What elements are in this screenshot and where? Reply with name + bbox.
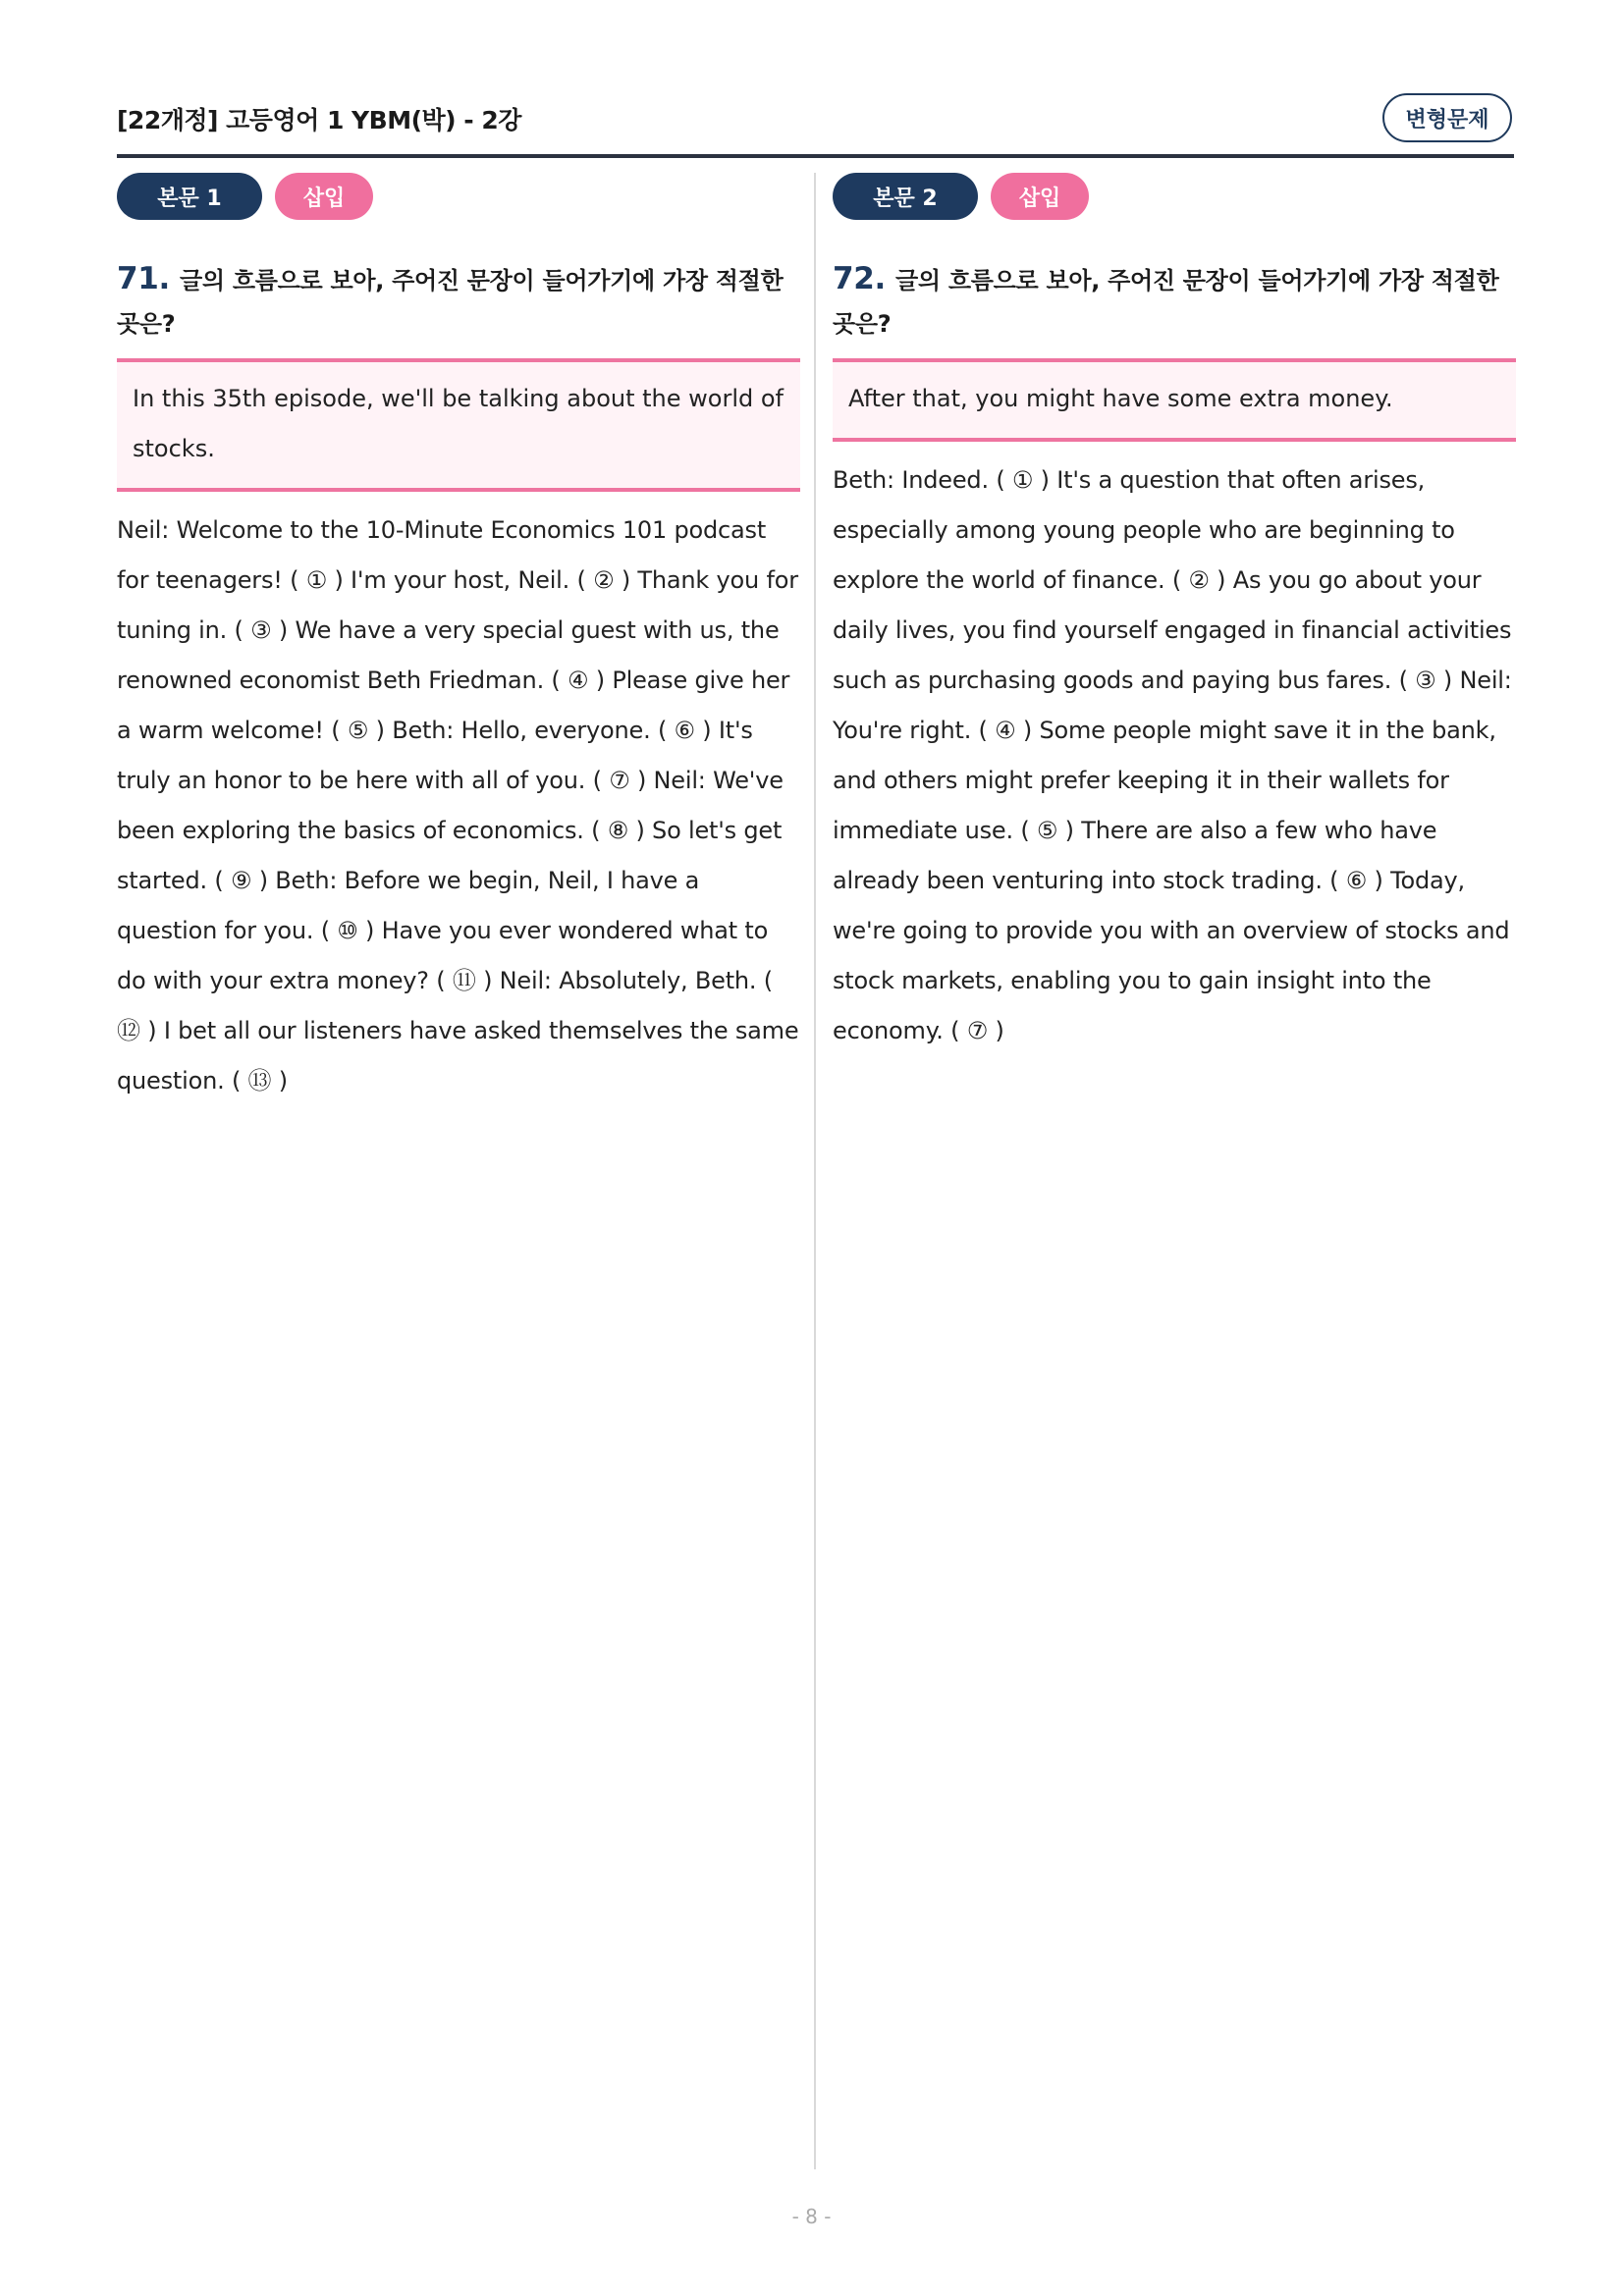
question-column-left [117,173,800,1106]
label-row [833,173,1516,222]
question-prompt [117,257,800,346]
given-sentence-box: In this 35th episode, we'll be talking about the world of stocks. [117,358,800,492]
passage-text: Neil: Welcome to the 10-Minute Economics 101 podcast for teenagers! ( ① ) I'm your host, Neil. ( ② ) Thank you for tuning in. ( ③ ) We have a very special guest with us, the renowned economist Beth Friedman. ( ④ ) Please give her a warm welcome! ( ⑤ ) Beth: Hello, everyone. ( ⑥ ) It's truly an honor to be here with all of you. ( ⑦ ) Neil: We've been exploring the basics of economics. ( ⑧ ) So let's get started. ( ⑨ ) Beth: Before we begin, Neil, I have a question for you. ( ⑩ ) Have you ever wondered what to do with your extra money? ( ⑪ ) Neil: Absolutely, Beth. ( ⑫ ) I bet all our listeners have asked themselves the same question. ( ⑬ ) [117,516,799,1095]
question-text: 글의 흐름으로 보아, 주어진 문장이 들어가기에 가장 적절한 곳은? [117,267,784,338]
question-prompt [833,257,1516,346]
variant-question-badge: 변형문제 [1382,93,1512,142]
given-sentence-box: After that, you might have some extra money. [833,358,1516,442]
page-number: - 8 - [791,2205,832,2228]
question-text: 글의 흐름으로 보아, 주어진 문장이 들어가기에 가장 적절한 곳은? [833,267,1499,338]
document-title: [22개정] 고등영어 1 YBM(박) - 2강 [117,106,521,134]
question-number: 72. [833,261,887,296]
question-column-right [833,173,1516,1056]
passage-text: Beth: Indeed. ( ① ) It's a question that often arises, especially among young people who are beginning to explore the world of finance. ( ② ) As you go about your daily lives, you find yourself engaged in financial activities such as purchasing goods and paying bus fares. ( ③ ) Neil: You're right. ( ④ ) Some people might save it in the bank, and others might prefer keeping it in their wallets for immediate use. ( ⑤ ) There are also a few who have already been venturing into stock trading. ( ⑥ ) Today, we're going to provide you with an overview of stocks and stock markets, enabling you to gain insight into the economy. ( ⑦ ) [833,466,1512,1044]
header-divider [117,154,1514,158]
question-number: 71. [117,261,171,296]
section-label-pill: 본문 1 [117,173,262,220]
column-divider [814,173,816,2169]
section-label-pill: 본문 2 [833,173,978,220]
question-type-pill: 삽입 [991,173,1089,220]
label-row [117,173,800,222]
question-type-pill: 삽입 [275,173,373,220]
